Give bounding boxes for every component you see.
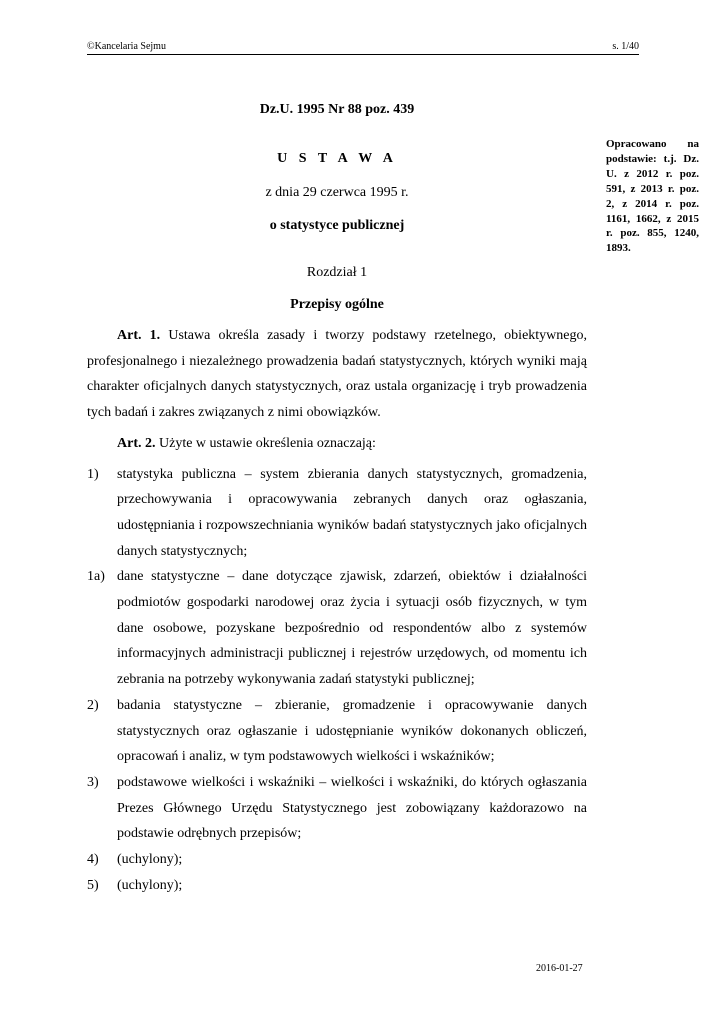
list-item — [87, 770, 587, 847]
list-item — [87, 847, 587, 873]
list-item — [87, 873, 587, 899]
list-item-number: 1) — [87, 466, 99, 482]
list-item — [87, 564, 587, 693]
article-1-text: Ustawa określa zasady i tworzy podstawy rzetelnego, obiektywnego, profesjonalnego i niezależnego prowadzenia badań statystycznych, których wyniki mają charakter oficjalnych danych statystycznych, oraz ustala organizację i tryb prowadzenia tych badań i zakres związanych z nimi obowiązków. — [87, 328, 588, 421]
chapter-label: Rozdział 1 — [306, 265, 368, 280]
list-item-text: badania statystyczne – zbieranie, gromadzenie i opracowywanie danych statystycznych oraz ogłaszanie i udostępnianie wyników dokonanych obliczeń, opracowań i analiz, w tym podstawowych wielkości i wskaźników; — [117, 697, 587, 765]
list-item-text: podstawowe wielkości i wskaźniki – wielkości i wskaźniki, do których ogłaszania Prezes Głównego Urzędu Statystycznego jest zobowiązany każdorazowo na podstawie odrębnych przepisów; — [117, 774, 587, 842]
article-2 — [87, 431, 587, 457]
act-subject: o statystyce publicznej — [269, 218, 405, 233]
list-item-number: 1a) — [87, 569, 105, 585]
list-item-text: (uchylony); — [117, 877, 183, 893]
header-source: ©Kancelaria Sejmu — [87, 41, 166, 52]
consolidation-note: Opracowano na podstawie: t.j. Dz. U. z 2012 r. poz. 591, z 2013 r. poz. 2, z 2014 r. poz. 1161, 1662, z 2015 r. poz. 855, 1240, 1893. — [606, 138, 699, 255]
list-item-text: dane statystyczne – dane dotyczące zjawisk, zdarzeń, obiektów i działalności podmiotów gospodarki narodowej oraz życia i sytuacji osób fizycznych, w tym dane osobowe, pozyskane bezpośrednio od respondentów albo z systemów informacyjnych administracji publicznej i rejestrów urzędowych, od momentu ich zebrania na potrzeby wykonywania zadań statystyki publicznej; — [117, 569, 587, 688]
page-header — [87, 41, 639, 55]
act-type-heading: U S T A W A — [277, 151, 397, 166]
footer-date: 2016-01-27 — [536, 963, 583, 974]
article-1 — [87, 323, 587, 426]
list-item-number: 4) — [87, 852, 99, 868]
list-item-text: (uchylony); — [117, 852, 183, 868]
list-item-number: 5) — [87, 877, 99, 893]
list-item — [87, 693, 587, 770]
journal-reference: Dz.U. 1995 Nr 88 poz. 439 — [259, 102, 415, 117]
list-item-number: 3) — [87, 774, 99, 790]
article-2-intro: Użyte w ustawie określenia oznaczają: — [159, 435, 376, 451]
page-number: s. 1/40 — [612, 41, 639, 52]
list-item-number: 2) — [87, 697, 99, 713]
list-item-text: statystyka publiczna – system zbierania danych statystycznych, gromadzenia, przechowywania i opracowywania zebranych danych oraz ogłaszania, udostępniania i rozpowszechniania wyników badań statystycznych jako oficjalnych danych statystycznych; — [117, 466, 587, 559]
act-date: z dnia 29 czerwca 1995 r. — [265, 185, 409, 200]
chapter-title: Przepisy ogólne — [290, 297, 384, 312]
article-1-label: Art. 1. — [117, 328, 161, 343]
document-body — [87, 323, 587, 898]
article-2-label: Art. 2. — [117, 435, 156, 451]
list-item — [87, 462, 587, 565]
